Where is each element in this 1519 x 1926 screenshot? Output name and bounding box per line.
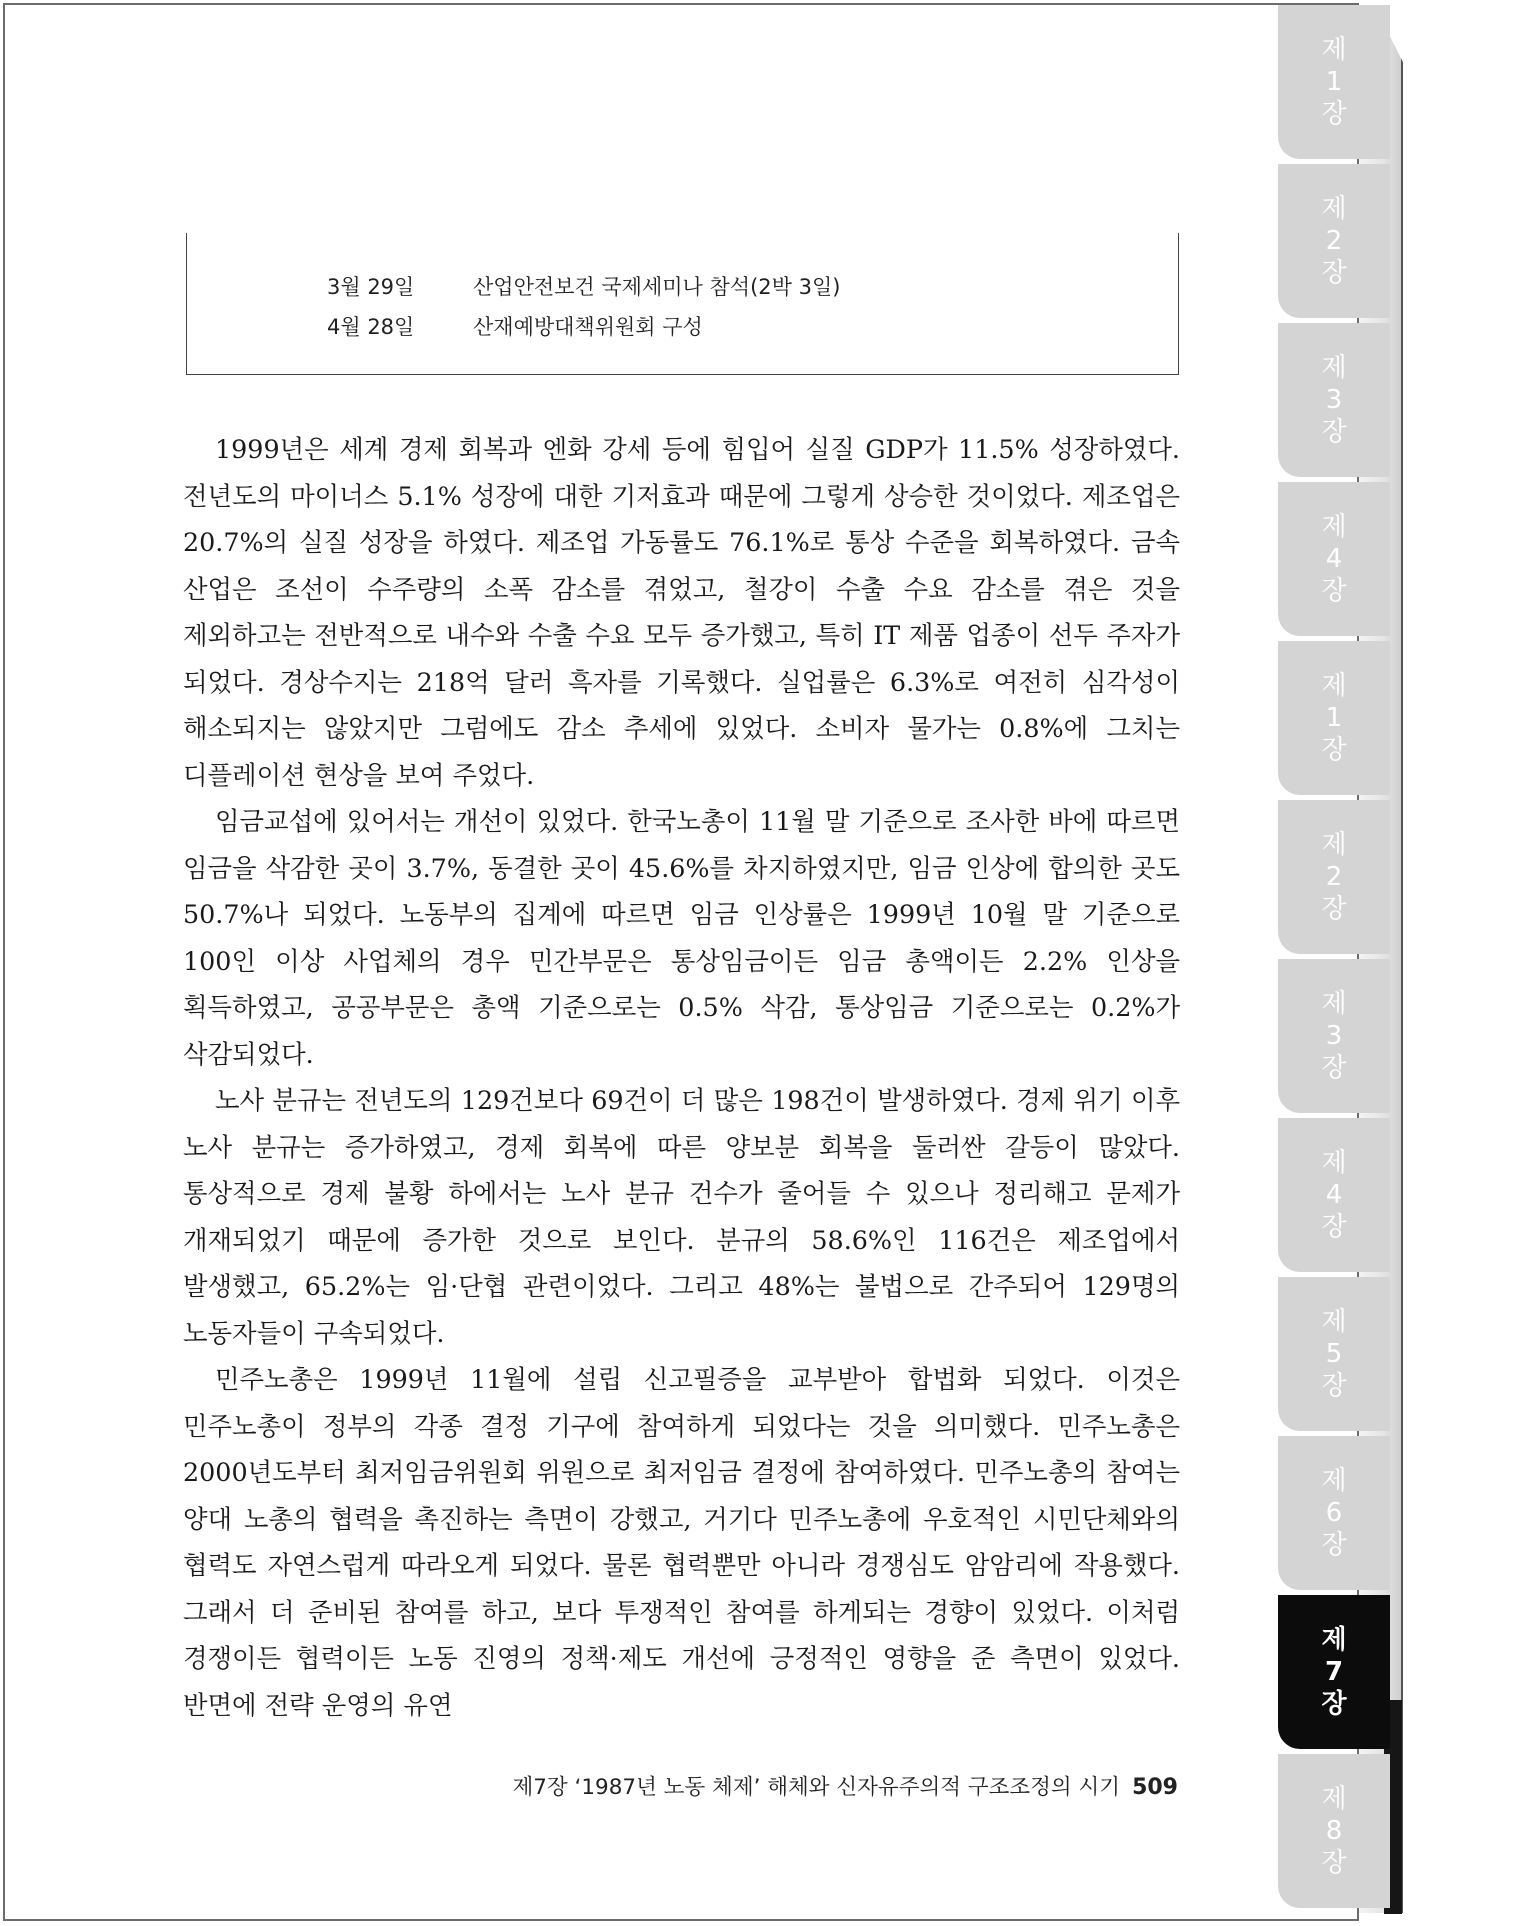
body-text [183,426,1180,1728]
tab-label-suffix: 장 [1321,258,1347,288]
tab-label-number: 1 [1325,703,1343,733]
chapter-tab[interactable] [1278,5,1390,159]
tab-label-number: 4 [1325,1180,1343,1210]
chapter-tab[interactable] [1278,482,1390,636]
tab-label-suffix: 장 [1321,99,1347,129]
tab-label-suffix: 장 [1321,1212,1347,1242]
tab-label-number: 7 [1324,1657,1344,1687]
page-footer [300,1770,1178,1801]
chapter-tab[interactable] [1278,1118,1390,1272]
tab-label-number: 1 [1325,67,1343,97]
tab-label-prefix: 제 [1321,353,1347,383]
tab-label-suffix: 장 [1321,894,1347,924]
chapter-tab[interactable] [1278,1277,1390,1431]
chapter-tab[interactable] [1278,641,1390,795]
schedule-box [186,233,1179,375]
tab-label-suffix: 장 [1321,1848,1347,1878]
page-number: 509 [1132,1775,1178,1800]
tab-label-prefix: 제 [1321,512,1347,542]
schedule-date: 3월 29일 [327,275,415,299]
tab-label-suffix: 장 [1321,576,1347,606]
chapter-tab[interactable] [1278,164,1390,318]
chapter-tabs [1278,5,1396,1915]
chapter-tab[interactable] [1278,1754,1390,1908]
tab-label-number: 2 [1325,226,1343,256]
paragraph: 임금교섭에 있어서는 개선이 있었다. 한국노총이 11월 말 기준으로 조사한 바에 따르면 임금을 삭감한 곳이 3.7%, 동결한 곳이 45.6%를 차지하였지만, 임금 인상에 합의한 곳도 50.7%나 되었다. 노동부의 집계에 따르면 임금 인상률은 1999년 10월 말 기준으로 100인 이상 사업체의 경우 민간부문은 통상임금이든 임금 총액이든 2.2% 인상을 획득하였고, 공공부문은 총액 기준으로는 0.5% 삭감, 통상임금 기준으로는 0.2%가 삭감되었다. [183,806,1180,1069]
chapter-tab[interactable] [1278,800,1390,954]
running-chapter-title: 제7장 ‘1987년 노동 체제’ 해체와 신자유주의적 구조조정의 시기 [512,1775,1121,1800]
tab-label-suffix: 장 [1321,417,1347,447]
tab-label-suffix: 장 [1321,1053,1347,1083]
tab-label-prefix: 제 [1321,1784,1347,1814]
tab-label-prefix: 제 [1321,1307,1347,1337]
schedule-event: 산업안전보건 국제세미나 참석(2박 3일) [473,275,841,299]
tab-label-number: 3 [1325,385,1343,415]
paragraph: 1999년은 세계 경제 회복과 엔화 강세 등에 힘입어 실질 GDP가 11.5% 성장하였다. 전년도의 마이너스 5.1% 성장에 대한 기저효과 때문에 그렇게 상승한 것이었다. 제조업은 20.7%의 실질 성장을 하였다. 제조업 가동률도 76.1%로 통상 수준을 회복하였다. 금속 산업은 조선이 수주량의 소폭 감소를 겪었고, 철강이 수출 수요 감소를 겪은 것을 제외하고는 전반적으로 내수와 수출 수요 모두 증가했고, 특히 IT 제품 업종이 선두 주자가 되었다. 경상수지는 218억 달러 흑자를 기록했다. 실업률은 6.3%로 여전히 심각성이 해소되지는 않았지만 그럼에도 감소 추세에 있었다. 소비자 물가는 0.8%에 그치는 디플레이션 현상을 보여 주었다. [183,434,1180,790]
tab-label-prefix: 제 [1321,671,1347,701]
paragraph: 노사 분규는 전년도의 129건보다 69건이 더 많은 198건이 발생하였다. 경제 위기 이후 노사 분규는 증가하였고, 경제 회복에 따른 양보분 회복을 둘러싼 갈등이 많았다. 통상적으로 경제 불황 하에서는 노사 분규 건수가 줄어들 수 있으나 정리해고 문제가 개재되었기 때문에 증가한 것으로 보인다. 분규의 58.6%인 116건은 제조업에서 발생했고, 65.2%는 임·단협 관련이었다. 그리고 48%는 불법으로 간주되어 129명의 노동자들이 구속되었다. [183,1085,1180,1348]
tab-label-prefix: 제 [1321,35,1347,65]
tab-label-prefix: 제 [1321,1466,1347,1496]
tab-label-suffix: 장 [1321,735,1347,765]
tab-label-prefix: 제 [1321,1625,1347,1655]
tab-label-prefix: 제 [1321,1148,1347,1178]
tab-label-suffix: 장 [1321,1689,1347,1719]
schedule-date: 4월 28일 [327,315,415,339]
tab-label-number: 8 [1325,1816,1343,1846]
tab-label-prefix: 제 [1321,194,1347,224]
tab-label-prefix: 제 [1321,830,1347,860]
tab-label-number: 5 [1325,1339,1343,1369]
chapter-tab[interactable] [1278,1436,1390,1590]
paragraph: 민주노총은 1999년 11월에 설립 신고필증을 교부받아 합법화 되었다. 이것은 민주노총이 정부의 각종 결정 기구에 참여하게 되었다는 것을 의미했다. 민주노총은 2000년도부터 최저임금위원회 위원으로 최저임금 결정에 참여하였다. 민주노총의 참여는 양대 노총의 협력을 촉진하는 측면이 강했고, 거기다 민주노총에 우호적인 시민단체와의 협력도 자연스럽게 따라오게 되었다. 물론 협력뿐만 아니라 경쟁심도 암암리에 작용했다. 그래서 더 준비된 참여를 하고, 보다 투쟁적인 참여를 하게되는 경향이 있었다. 이처럼 경쟁이든 협력이든 노동 진영의 정책·제도 개선에 긍정적인 영향을 준 측면이 있었다. 반면에 전략 운영의 유연 [183,1364,1180,1720]
chapter-tab[interactable] [1278,959,1390,1113]
chapter-tab[interactable] [1278,323,1390,477]
schedule-event: 산재예방대책위원회 구성 [473,315,703,339]
tab-label-number: 6 [1325,1498,1343,1528]
chapter-tab-active[interactable] [1278,1595,1390,1749]
tab-label-prefix: 제 [1321,989,1347,1019]
tab-label-suffix: 장 [1321,1530,1347,1560]
tab-label-suffix: 장 [1321,1371,1347,1401]
tab-label-number: 3 [1325,1021,1343,1051]
tab-label-number: 2 [1325,862,1343,892]
tab-label-number: 4 [1325,544,1343,574]
